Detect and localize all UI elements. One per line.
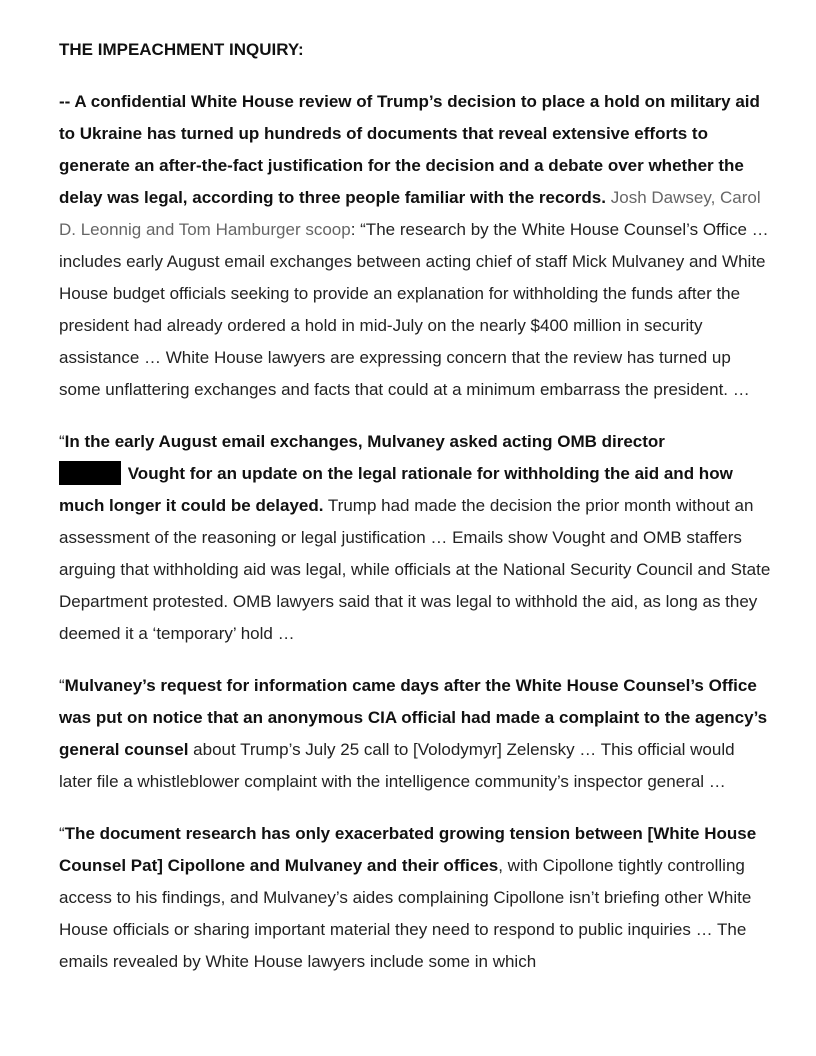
paragraph-3-lead: Mulvaney’s request for information came days after the White House Counsel’s Office was put on notice that an anonymous CIA official had made a complaint to the agency’s general counsel bbox=[59, 676, 768, 759]
paragraph-2-lead-b: Vought for an update on the legal rationale for withholding the aid and how much longer it could be delayed. bbox=[59, 464, 733, 515]
paragraph-3-body: about Trump’s July 25 call to [Volodymyr] Zelensky … This official would later file a whistleblower complaint with the intelligence community’s inspector general … bbox=[59, 740, 735, 791]
paragraph-4 bbox=[59, 818, 771, 978]
paragraph-2-lead-a: In the early August email exchanges, Mulvaney asked acting OMB director bbox=[64, 432, 665, 451]
paragraph-2-body: Trump had made the decision the prior month without an assessment of the reasoning or legal justification … Emails show Vought and OMB staffers arguing that withholding aid was legal, while officials at the National Security Council and State Department protested. OMB lawyers said that it was legal to withhold the aid, as long as they deemed it a ‘temporary’ hold … bbox=[59, 496, 771, 643]
section-heading: THE IMPEACHMENT INQUIRY: bbox=[59, 40, 304, 59]
open-quote: “ bbox=[59, 432, 65, 451]
paragraph-1-lead: -- A confidential White House review of Trump’s decision to place a hold on military aid to Ukraine has turned up hundreds of documents that reveal extensive efforts to generate an after-the-fact justification for the decision and a debate over whether the delay was legal, according to three people familiar with the records. bbox=[59, 92, 760, 207]
paragraph-1-body: : “The research by the White House Counsel’s Office … includes early August email exchanges between acting chief of staff Mick Mulvaney and White House budget officials seeking to provide an explanation for withholding the funds after the president had already ordered a hold in mid-July on the nearly $400 million in security assistance … White House lawyers are expressing concern that the review has turned up some unflattering exchanges and facts that could at a minimum embarrass the president. … bbox=[59, 220, 769, 399]
paragraph-3 bbox=[59, 670, 771, 798]
paragraph-4-lead: The document research has only exacerbated growing tension between [White House Counsel Pat] Cipollone and Mulvaney and their offices bbox=[59, 824, 757, 875]
open-quote: “ bbox=[59, 824, 65, 843]
redaction-block bbox=[59, 461, 121, 485]
paragraph-2 bbox=[59, 426, 771, 650]
open-quote: “ bbox=[59, 676, 65, 695]
paragraph-1 bbox=[59, 86, 771, 406]
byline-link[interactable]: Josh Dawsey, Carol D. Leonnig and Tom Hamburger scoop bbox=[59, 188, 761, 239]
paragraph-4-body: , with Cipollone tightly controlling access to his findings, and Mulvaney’s aides complaining Cipollone isn’t briefing other White House officials or sharing important material they need to respond to public inquiries … The emails revealed by White House lawyers include some in which bbox=[59, 856, 752, 971]
document-page bbox=[59, 34, 771, 998]
